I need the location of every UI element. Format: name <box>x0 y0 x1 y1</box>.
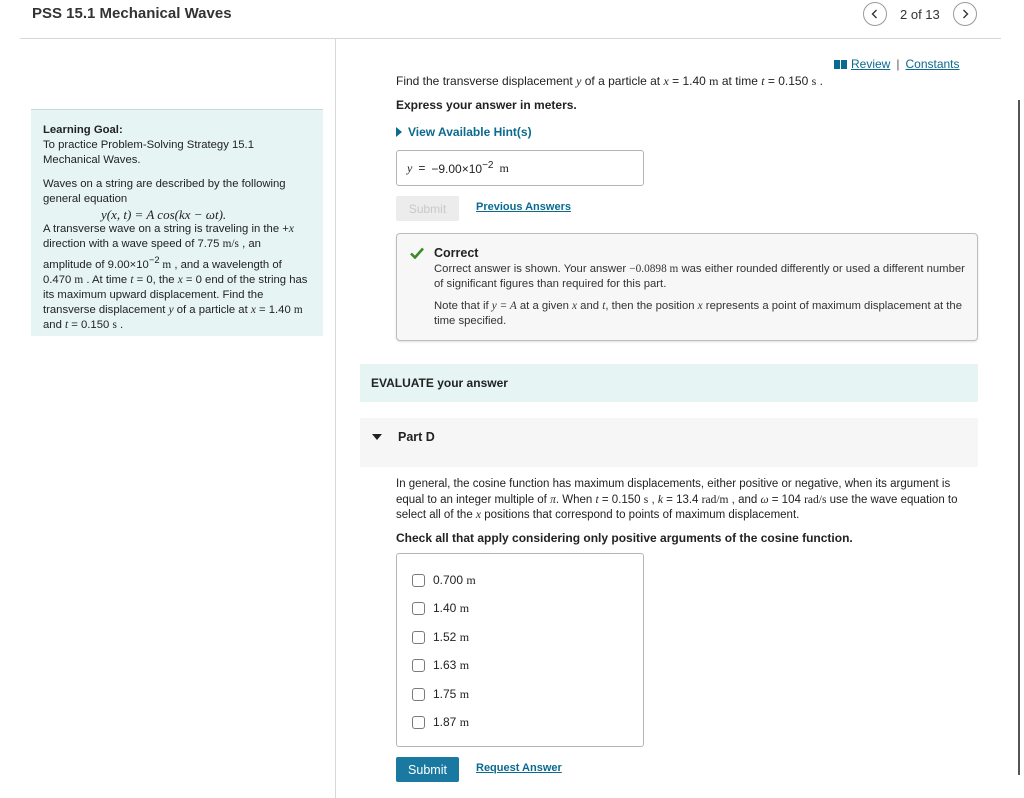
checkbox[interactable] <box>412 716 425 729</box>
option-label: 1.40 m <box>433 600 470 615</box>
options-list <box>396 553 644 747</box>
link-separator: | <box>896 57 900 71</box>
learning-goal-text: To practice Problem-Solving Strategy 15.1 Mechanical Waves. <box>43 139 254 166</box>
correct-feedback-box <box>396 233 978 341</box>
checkbox[interactable] <box>412 659 425 672</box>
part-d-label: Part D <box>398 430 435 444</box>
option-label: 0.700 m <box>433 572 476 587</box>
learning-goal-panel <box>31 109 323 336</box>
answer-value: $-9.00\times 10^{-2}$ <box>431 160 494 176</box>
caret-down-icon <box>372 434 382 440</box>
option-1-40m[interactable] <box>412 600 469 616</box>
answer-instruction: Express your answer in meters. <box>396 98 577 112</box>
constants-link[interactable]: Constants <box>905 57 960 71</box>
next-item-button[interactable] <box>953 2 977 26</box>
answer-display <box>396 150 644 186</box>
view-hints-label: View Available Hint(s) <box>408 125 532 139</box>
problem-statement: A transverse wave on a string is traveling in the +x direction with a wave speed of 7.75 m/s , an amplitude of $9.00\times 10^{-2}$ m , and a wavelength of 0.470 m . At time t = 0, the x = 0 end of the string has its maximum upward displacement. Find the transverse displacement y of a particle at x = 1.40 m and t = 0.150 s . <box>43 223 308 331</box>
evaluate-section-header: EVALUATE your answer <box>360 364 978 402</box>
scrollbar[interactable] <box>1018 100 1020 775</box>
feedback-message: Correct answer is shown. Your answer −0.0898 m was either rounded differently or used a different number of significant figures than required for this part. <box>434 263 965 290</box>
previous-answers-link[interactable]: Previous Answers <box>476 201 571 213</box>
option-label: 1.75 m <box>433 686 470 701</box>
feedback-note: Note that if y = A at a given x and t, then the position x represents a point of maximum displacement at the time specified. <box>434 300 962 327</box>
book-icon <box>834 60 847 69</box>
view-hints-toggle[interactable] <box>396 125 532 139</box>
checkbox[interactable] <box>412 631 425 644</box>
part-d-instruction: Check all that apply considering only positive arguments of the cosine function. <box>396 531 853 545</box>
checkbox[interactable] <box>412 688 425 701</box>
part-c-question: Find the transverse displacement y of a particle at x = 1.40 m at time t = 0.150 s . <box>396 74 823 88</box>
caret-right-icon <box>396 127 402 137</box>
page-title: PSS 15.1 Mechanical Waves <box>32 5 232 22</box>
part-d-header[interactable] <box>360 418 978 467</box>
submit-button[interactable]: Submit <box>396 757 459 782</box>
checkbox[interactable] <box>412 574 425 587</box>
checkbox[interactable] <box>412 602 425 615</box>
request-answer-link[interactable]: Request Answer <box>476 762 562 774</box>
feedback-title: Correct <box>434 246 479 260</box>
answer-equals: = <box>418 161 426 175</box>
option-label: 1.63 m <box>433 657 470 672</box>
review-links <box>834 57 960 71</box>
option-0-700m[interactable] <box>412 572 476 588</box>
answer-variable: y <box>407 160 413 175</box>
option-label: 1.87 m <box>433 714 470 729</box>
review-link[interactable]: Review <box>851 57 891 71</box>
chevron-right-icon <box>960 9 970 19</box>
chevron-left-icon <box>870 9 880 19</box>
submit-button-disabled[interactable]: Submit <box>396 196 459 221</box>
option-1-87m[interactable] <box>412 714 469 730</box>
option-1-63m[interactable] <box>412 657 469 673</box>
previous-item-button[interactable] <box>863 2 887 26</box>
wave-equation: y(x, t) = A cos(kx − ωt). <box>101 207 227 222</box>
header <box>0 0 1024 38</box>
answer-unit: m <box>499 160 509 175</box>
header-divider <box>20 38 1001 39</box>
checkmark-icon <box>410 247 424 259</box>
option-label: 1.52 m <box>433 629 470 644</box>
part-d-question: In general, the cosine function has maximum displacements, either positive or negative, when its argument is equal to an integer multiple of π. When t = 0.150 s , k = 13.4 rad/m , and ω = 104 rad/s use the wave equation to select all of the x positions that correspond to points of maximum displacement. <box>396 478 958 521</box>
learning-goal-label: Learning Goal: <box>43 124 123 136</box>
column-divider <box>335 39 336 798</box>
option-1-52m[interactable] <box>412 629 469 645</box>
equation-intro: Waves on a string are described by the following general equation <box>43 178 286 205</box>
option-1-75m[interactable] <box>412 686 469 702</box>
page-count: 2 of 13 <box>900 7 940 22</box>
